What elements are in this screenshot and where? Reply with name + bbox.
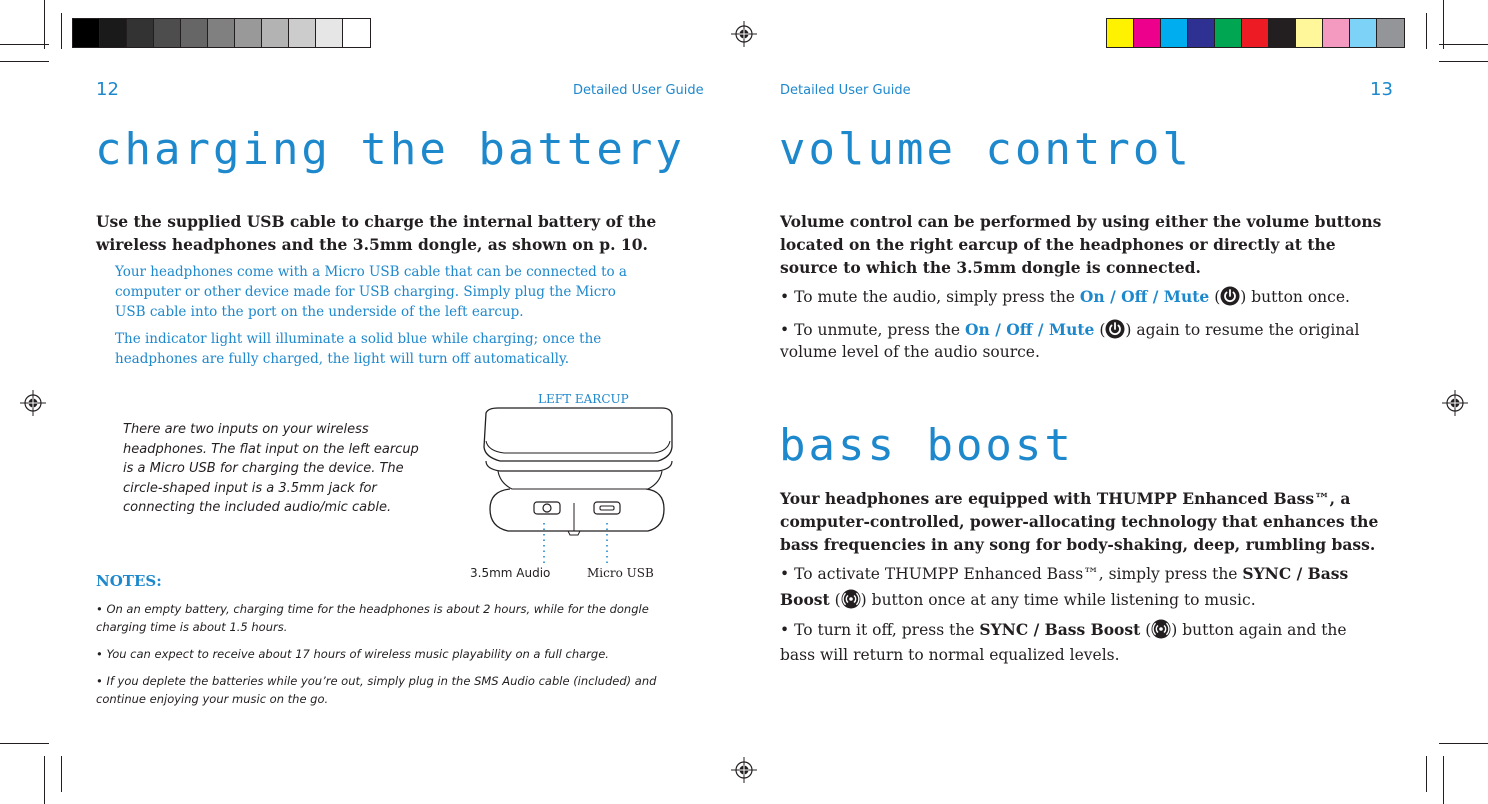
note-item: • You can expect to receive about 17 hours of wireless music playability on a full charge.: [96, 647, 609, 661]
crop-mark: [1443, 756, 1444, 804]
crop-mark: [61, 756, 62, 792]
bass-lead-paragraph: Your headphones are equipped with THUMPP Enhanced Bass™, a computer-controlled, power-allocating technology that enhances the bass frequencies in any song for body-shaking, deep, rumbling bass.: [780, 489, 1379, 554]
unmute-text-suffix: again to resume the original volume level of the audio source.: [780, 321, 1360, 361]
turn-off-instruction: • To turn it off, press the SYNC / Bass Boost ( ) button again and the bass will return to normal equalized levels.: [780, 620, 1347, 664]
sync-bass-icon: [841, 589, 861, 609]
mute-button-name: On / Off / Mute: [1079, 287, 1210, 306]
lead-paragraph: Use the supplied USB cable to charge the internal battery of the wireless headphones and the 3.5mm dongle, as shown on p. 10.: [96, 212, 657, 254]
unmute-button-name: On / Off / Mute: [965, 320, 1095, 339]
color-swatch: [127, 19, 154, 47]
color-swatch: [100, 19, 127, 47]
color-swatch: [289, 19, 316, 47]
color-swatch: [1242, 19, 1269, 47]
volume-lead-paragraph: Volume control can be performed by using either the volume buttons located on the right earcup of the headphones or directly at the source to which the 3.5mm dongle is connected.: [780, 212, 1382, 277]
turn-off-button-name: SYNC / Bass Boost: [979, 620, 1141, 639]
mute-text-suffix: button once.: [1246, 288, 1350, 306]
running-head: Detailed User Guide: [780, 83, 911, 98]
micro-usb-label: Micro USB: [587, 566, 654, 580]
color-swatch: [316, 19, 343, 47]
crop-mark: [1443, 0, 1444, 49]
unmute-text-prefix: • To unmute, press the: [780, 321, 966, 339]
notes-heading: NOTES:: [96, 572, 162, 590]
crop-mark: [61, 13, 62, 49]
notes-list: [96, 600, 671, 708]
audio-jack-label: 3.5mm Audio: [470, 566, 551, 580]
grayscale-swatch-bar: [72, 18, 371, 48]
crop-mark: [44, 756, 45, 804]
color-swatch: [154, 19, 181, 47]
color-swatch: [1377, 19, 1404, 47]
earcup-label: LEFT EARCUP: [538, 392, 629, 406]
color-swatch: [181, 19, 208, 47]
power-icon: [1105, 319, 1125, 339]
color-swatch: [73, 19, 100, 47]
crop-mark: [44, 0, 45, 49]
body-paragraph: Your headphones come with a Micro USB cable that can be connected to a computer or other device made for USB charging. Simply plug the Micro USB cable into the port on the underside of the left earcup.: [115, 264, 627, 320]
crop-mark: [0, 61, 49, 62]
color-swatch: [208, 19, 235, 47]
crop-mark: [1439, 44, 1488, 45]
color-swatch: [1188, 19, 1215, 47]
color-swatch: [1107, 19, 1134, 47]
crop-mark: [1439, 743, 1488, 744]
power-icon: [1220, 286, 1240, 306]
activate-text-suffix: button once at any time while listening to music.: [866, 591, 1256, 609]
page-number: 12: [96, 79, 119, 100]
crop-mark: [0, 44, 49, 45]
activate-instruction: • To activate THUMPP Enhanced Bass™, simply press the SYNC / Bass Boost ( ) button once at any time while listening to music.: [780, 564, 1349, 609]
running-head: Detailed User Guide: [573, 83, 704, 98]
registration-mark-icon: [20, 390, 46, 416]
color-swatch: [1269, 19, 1296, 47]
volume-control-title: volume control: [779, 124, 1192, 175]
color-swatch: [1134, 19, 1161, 47]
crop-mark: [1426, 756, 1427, 792]
crop-mark: [0, 743, 49, 744]
turn-off-text-suffix: button again and the bass will return to normal equalized levels.: [780, 621, 1347, 664]
turn-off-text-prefix: • To turn it off, press the: [780, 621, 980, 639]
color-swatch: [235, 19, 262, 47]
sync-bass-icon: [1151, 619, 1171, 639]
color-swatch: [1323, 19, 1350, 47]
registration-mark-icon: [731, 757, 757, 783]
bass-boost-title: bass boost: [779, 420, 1074, 471]
mute-instruction: • To mute the audio, simply press the On / Off / Mute ( ) button once.: [780, 287, 1350, 306]
registration-mark-icon: [1442, 390, 1468, 416]
color-swatch: [1215, 19, 1242, 47]
color-swatch: [343, 19, 370, 47]
inputs-description: There are two inputs on your wireless headphones. The flat input on the left earcup is a Micro USB for charging the device. The circle-shaped input is a 3.5mm jack for connecting the included audio/mic cable.: [123, 422, 419, 515]
activate-button-name: SYNC / Bass Boost: [780, 564, 1349, 609]
unmute-instruction: • To unmute, press the On / Off / Mute ( ) again to resume the original volume level of the audio source.: [780, 320, 1360, 361]
color-swatch: [1350, 19, 1377, 47]
note-item: • If you deplete the batteries while you’re out, simply plug in the SMS Audio cable (included) and continue enjoying your music on the go.: [96, 674, 657, 706]
note-item: • On an empty battery, charging time for the headphones is about 2 hours, while for the dongle charging time is about 1.5 hours.: [96, 602, 649, 634]
page-title: charging the battery: [95, 124, 685, 175]
color-swatch-bar: [1106, 18, 1405, 48]
crop-mark: [1426, 13, 1427, 49]
registration-mark-icon: [731, 21, 757, 47]
color-swatch: [1296, 19, 1323, 47]
page-number: 13: [1370, 79, 1393, 100]
earcup-illustration: [478, 405, 678, 565]
mute-text-prefix: • To mute the audio, simply press the: [780, 288, 1080, 306]
crop-mark: [1439, 61, 1488, 62]
activate-text-prefix: • To activate THUMPP Enhanced Bass™, simply press the: [780, 565, 1243, 583]
body-paragraph: The indicator light will illuminate a solid blue while charging; once the headphones are fully charged, the light will turn off automatically.: [115, 331, 602, 367]
color-swatch: [262, 19, 289, 47]
color-swatch: [1161, 19, 1188, 47]
